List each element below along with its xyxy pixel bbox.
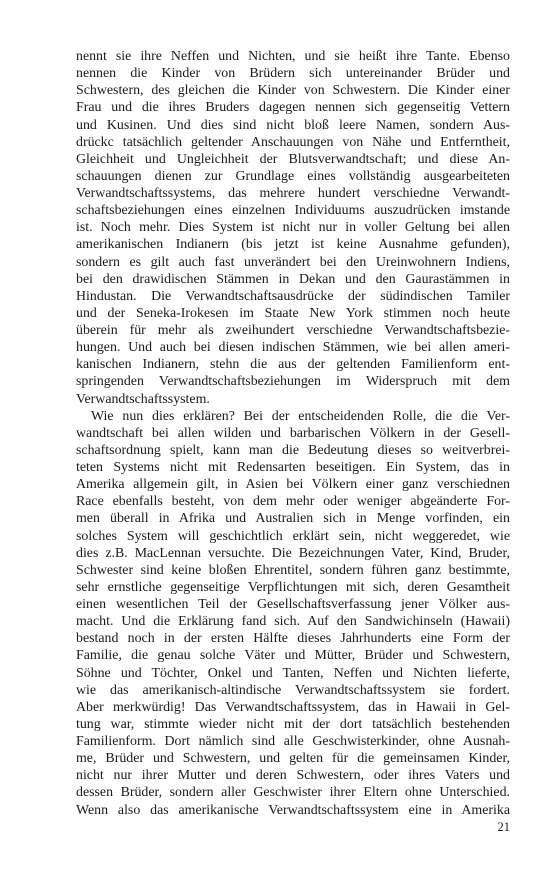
text-line: und Kusinen. Und dies sind nicht bloß leere Namen, sondern Aus-	[76, 117, 510, 133]
text-line: schauungen dienen zur Grundlage eines vollständig ausgearbeiteten	[76, 168, 510, 184]
text-line: wandtschaft bei allen wilden und barbarischen Völkern in der Gesell-	[76, 425, 510, 441]
text-line: amerikanischen Indianern (bis jetzt ist keine Ausnahme gefunden),	[76, 237, 510, 253]
text-line: Wenn also das amerikanische Verwandtschaftssystem eine in Amerika	[76, 802, 510, 818]
text-line: Aber merkwürdig! Das Verwandtschaftssystem, das in Hawaii in Gel-	[76, 699, 510, 715]
text-line: Schwestern, des gleichen die Kinder von Schwestern. Die Kinder einer	[76, 83, 510, 99]
text-line: schaftsbeziehungen eines einzelnen Individuums auszudrücken imstande	[76, 203, 510, 219]
text-line: Schwester sind keine bloßen Ehrentitel, sondern führen ganz bestimmte,	[76, 562, 510, 578]
text-line: nennt sie ihre Neffen und Nichten, und sie heißt ihre Tante. Ebenso	[76, 49, 510, 64]
text-line: Hindustan. Die Verwandtschaftsausdrücke der südindischen Tamiler	[76, 288, 510, 304]
text-line: kanischen Indianern, stehn die aus der geltenden Familienform ent-	[76, 357, 510, 373]
text-line: me, Brüder und Schwestern, und gelten für die gemeinsamen Kinder,	[76, 751, 510, 767]
text-line: Verwandtschaftssystems, das mehrere hundert verschiedne Verwandt-	[76, 186, 510, 201]
text-line: tung war, stimmte wieder nicht mit der dort tatsächlich bestehenden	[76, 716, 510, 732]
body-text	[76, 48, 510, 819]
text-line: sondern es gilt auch fast unverändert bei den Ureinwohnern Indiens,	[76, 254, 510, 270]
text-line: Gleichheit und Ungleichheit der Blutsverwandtschaft; und diese An-	[76, 151, 510, 167]
text-line: dessen Brüder, sondern aller Geschwister ihrer Eltern ohne Unterschied.	[76, 785, 510, 801]
text-line: drückc tatsächlich geltender Anschauungen von Nähe und Entferntheit,	[76, 134, 510, 150]
text-line: nicht nur ihrer Mutter und deren Schwestern, oder ihres Vaters und	[76, 768, 510, 784]
text-line: teten Systems nicht mit Redensarten beseitigen. Ein System, das in	[76, 460, 510, 475]
text-line: solches System will geschichtlich erklärt sein, nicht weggeredet, wie	[76, 528, 510, 544]
text-line: wie das amerikanisch-altindische Verwandtschaftssystem sie fordert.	[76, 682, 510, 698]
text-line: Söhne und Töchter, Onkel und Tanten, Neffen und Nichten lieferte,	[76, 665, 510, 681]
text-line: Verwandtschaftssystem.	[76, 391, 210, 407]
text-line: nennen die Kinder von Brüdern sich untereinander Brüder und	[76, 66, 510, 82]
text-line: einen wesentlichen Teil der Gesellschaftsverfassung jener Völker aus-	[76, 597, 510, 612]
text-line: schaftsordnung spielt, kann man die Bedeutung dieses so weitverbrei-	[76, 442, 510, 458]
text-line: springenden Verwandtschaftsbeziehungen im Widerspruch mit dem	[76, 374, 510, 390]
text-line: bestand noch in der ersten Hälfte dieses Jahrhunderts eine Form der	[76, 631, 510, 647]
text-line: Amerika allgemein gilt, in Asien bei Völkern einer ganz verschiednen	[76, 477, 510, 493]
text-line: Familie, die genau solche Väter und Mütter, Brüder und Schwestern,	[76, 648, 510, 664]
text-line: Familienform. Dort nämlich sind alle Geschwisterkinder, ohne Ausnah-	[76, 734, 510, 749]
text-line: Race ebenfalls besteht, von dem mehr oder weniger abgeänderte For-	[76, 494, 510, 510]
text-line: men überall in Afrika und Australien sich in Menge vorfinden, ein	[76, 511, 510, 527]
text-line: und der Seneka-Irokesen im Staate New York stimmen noch heute	[76, 305, 510, 321]
text-line: macht. Und die Erklärung fand sich. Auf den Sandwichinseln (Hawaii)	[76, 614, 510, 630]
text-line: Wie nun dies erklären? Bei der entscheidenden Rolle, die die Ver-	[91, 408, 510, 424]
text-line: hungen. Und auch bei diesen indischen Stämmen, wie bei allen ameri-	[76, 340, 510, 356]
text-line: bei den drawidischen Stämmen in Dekan und den Gaurastämmen in	[76, 271, 510, 287]
text-line: dies z.B. MacLennan versuchte. Die Bezeichnungen Vater, Kind, Bruder,	[76, 545, 510, 561]
text-line: ist. Noch mehr. Dies System ist nicht nur in voller Geltung bei allen	[76, 220, 510, 236]
text-line: Frau und die ihres Bruders dagegen nennen sich gegenseitig Vettern	[76, 100, 510, 116]
text-line: überein für mehr als zweihundert verschiedne Verwandtschaftsbezie-	[76, 323, 510, 338]
page-number: 21	[497, 820, 510, 834]
text-line: sehr ernstliche gegenseitige Verpflichtungen mit sich, deren Gesamtheit	[76, 579, 510, 595]
